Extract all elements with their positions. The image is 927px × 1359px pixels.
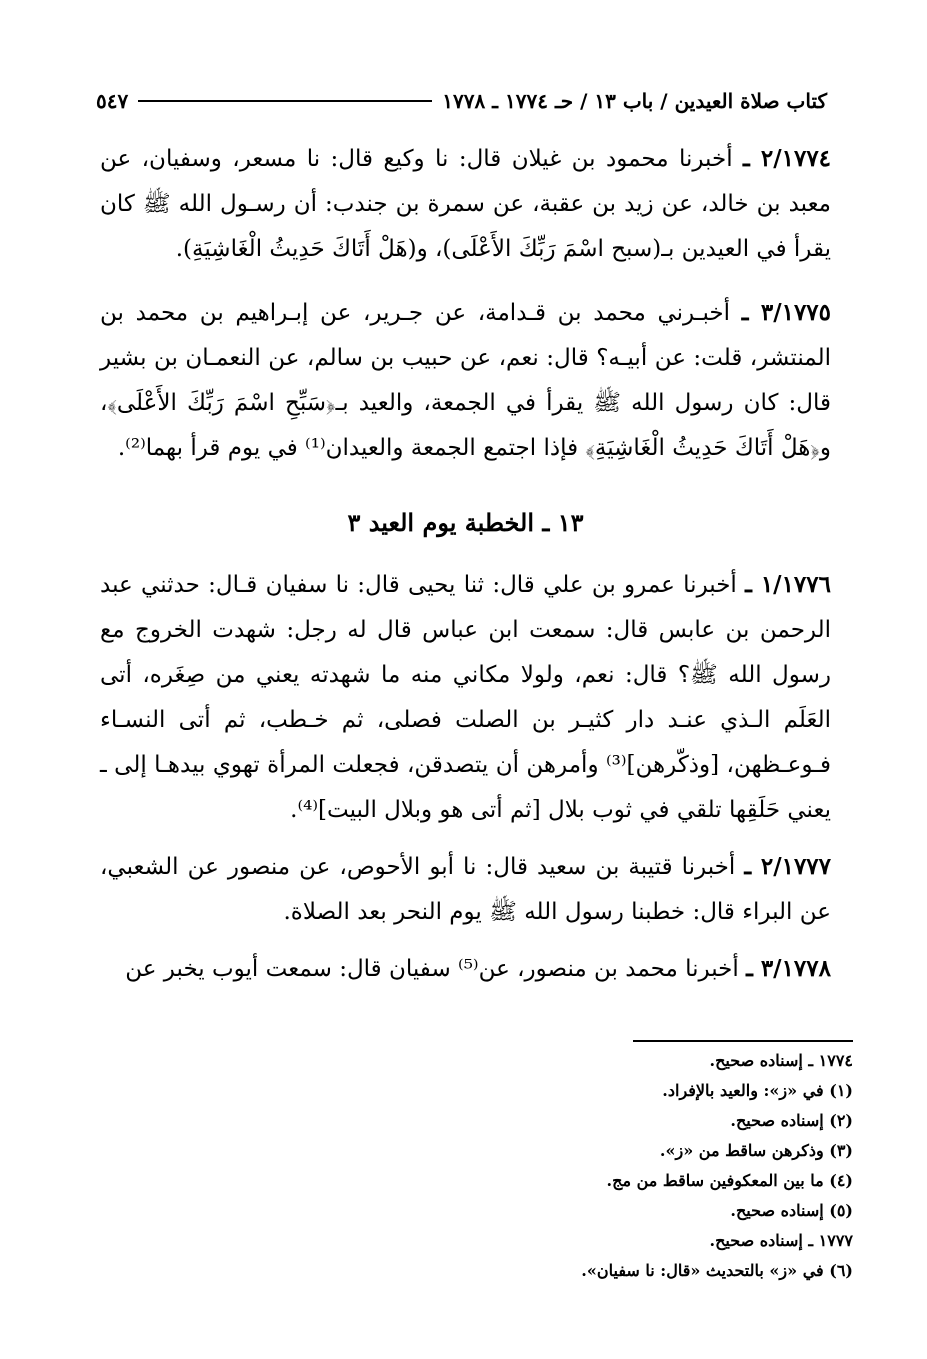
hadith-number: ٢/١٧٧٧ ـ bbox=[744, 853, 832, 880]
hadith-1774 bbox=[100, 136, 831, 272]
hadith-1777 bbox=[100, 844, 831, 935]
header-rule bbox=[138, 100, 432, 102]
footnote-item: ١٧٧٧ ـ إسناده صحيح. bbox=[709, 1231, 853, 1250]
running-header bbox=[96, 86, 827, 116]
hadith-number: ٣/١٧٧٨ ـ bbox=[746, 955, 831, 982]
footnote-item: ١٧٧٤ ـ إسناده صحيح. bbox=[709, 1051, 853, 1070]
hadith-number: ٢/١٧٧٤ ـ bbox=[743, 145, 832, 172]
section-heading: ١٣ ـ الخطبة يوم العيد ٣ bbox=[347, 508, 584, 537]
hadith-text: أخبرنا عمرو بن علي قال: ثنا يحيى قال: نا سفيان قـال: حدثني عبد الرحمن بن عابس قال: سمعت ابن عباس قال له رجل: شهدت الخروج مع رسول الله ﷺ؟ قال: نعم، ولولا مكاني منه ما شهدته يعني من صِغَره، أتى العَلَم الـذي عنـد دار كثيـر بن الصلت فصلى، ثم خـطب، ثم أتى النسـاء فـوعـظهن، [وذكّرهن]⁽³⁾ وأمرهن أن يتصدقن، فجعلت المرأة تهوي بيدهـا إلى ـ يعني حَلَقِها تلقي في ثوب بلال [ثم أتى هو وبلال البيت]⁽⁴⁾. bbox=[100, 572, 831, 823]
hadith-number: ٣/١٧٧٥ ـ bbox=[741, 299, 832, 326]
footnote-item: (٥) إسناده صحيح. bbox=[730, 1201, 853, 1220]
hadith-text: أخبـرني محمد بن قـدامة، عن جـرير، عن إبـراهيم بن محمد بن المنتشر، قلت: عن أبيـه؟ قال: نعم، عن حبيب بن سالم، عن النعمـان بن بشير قال: كان رسول الله ﷺ يقرأ في الجمعة، والعيد بـ﴿سَبِّحِ اسْمَ رَبِّكَ الأَعْلَى﴾، و﴿هَلْ أَتَاكَ حَدِيثُ الْغَاشِيَةِ﴾ فإذا اجتمع الجمعة والعيدان⁽¹⁾ في يوم قرأ بهما⁽²⁾. bbox=[100, 300, 831, 461]
hadith-text: أخبرنا قتيبة بن سعيد قال: نا أبو الأحوص، عن منصور عن الشعبي، عن البراء قال: خطبنا رسول الله ﷺ يوم النحر بعد الصلاة. bbox=[100, 854, 831, 925]
hadith-1775 bbox=[100, 290, 831, 471]
hadith-number: ١/١٧٧٦ ـ bbox=[745, 571, 831, 598]
footnote-item: (٤) ما بين المعكوفين ساقط من مج. bbox=[606, 1171, 853, 1190]
footnote-item: (٣) وذكرهن ساقط من «ز». bbox=[659, 1141, 853, 1160]
hadith-text: أخبرنا محمود بن غيلان قال: نا وكيع قال: نا مسعر، وسفيان، عن معبد بن خالد، عن زيد بن عقبة، عن سمرة بن جندب: أن رسـول الله ﷺ كان يقرأ في العيدين بـ(سبح اسْمَ رَبِّكَ الأَعْلَى)، و(هَلْ أَتَاكَ حَدِيثُ الْغَاشِيَةِ). bbox=[100, 146, 831, 262]
hadith-1778 bbox=[100, 946, 831, 992]
page-number: ٥٤٧ bbox=[96, 89, 129, 113]
footnotes bbox=[53, 1046, 853, 1286]
footnote-item: (٦) في «ز» بالتحديث «قال: نا سفيان». bbox=[581, 1261, 853, 1280]
hadith-1776 bbox=[100, 562, 831, 833]
footnote-item: (١) في «ز»: والعيد بالإفراد. bbox=[662, 1081, 853, 1100]
footnote-separator bbox=[633, 1040, 853, 1042]
hadith-text: أخبرنا محمد بن منصور، عن⁽⁵⁾ سفيان قال: سمعت أيوب يخبر عن bbox=[125, 956, 739, 982]
header-title: كتاب صلاة العيدين / باب ١٣ / حـ ١٧٧٤ ـ ١٧٧٨ bbox=[442, 89, 827, 113]
footnote-item: (٢) إسناده صحيح. bbox=[730, 1111, 853, 1130]
